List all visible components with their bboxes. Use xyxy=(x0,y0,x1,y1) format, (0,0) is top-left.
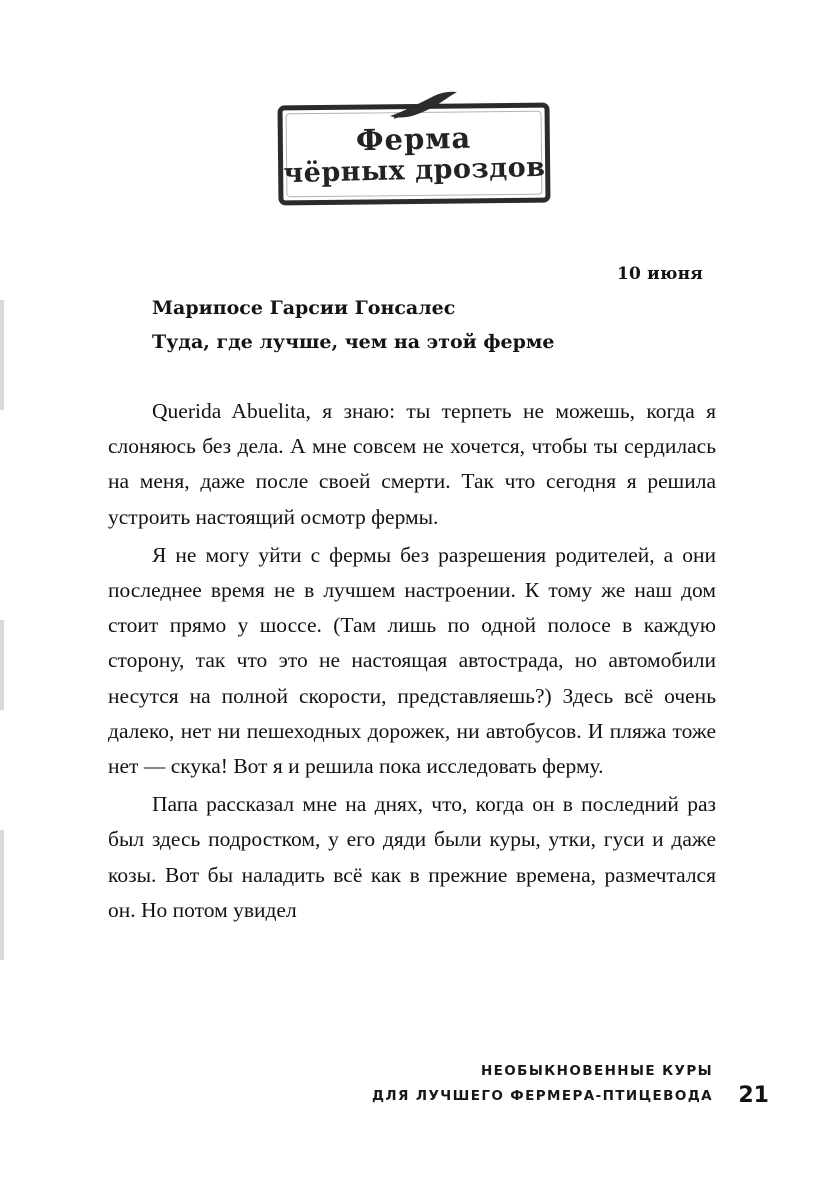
letter-destination: Туда, где лучше, чем на этой ферме xyxy=(152,331,555,353)
page-edge-mark xyxy=(0,830,4,960)
page-edge-mark xyxy=(0,620,4,710)
page-edge-mark xyxy=(0,300,4,410)
paragraph: Папа рассказал мне на днях, что, когда он в последний раз был здесь подростком, у его дяди были куры, утки, гуси и даже козы. Вот бы наладить всё как в прежние времена, размечтался он. Но потом увидел xyxy=(108,792,716,922)
paragraph: Querida Abuelita, я знаю: ты терпеть не можешь, когда я слоняюсь без дела. А мне совсем не хочется, чтобы ты сердилась на меня, даже после своей смерти. Так что сегодня я решила устроить настоящий осмотр фермы. xyxy=(108,399,716,529)
stamp-title-line-2: чёрных дроздов xyxy=(282,151,546,189)
page-number: 21 xyxy=(738,1083,769,1108)
letter-body xyxy=(108,394,716,931)
footer-title-line-1: НЕОБЫКНОВЕННЫЕ КУРЫ xyxy=(480,1063,713,1079)
stamp-title-line-1: Ферма xyxy=(355,120,472,157)
footer-title-line-2: ДЛЯ ЛУЧШЕГО ФЕРМЕРА-ПТИЦЕВОДА xyxy=(371,1088,713,1104)
letter-addressee: Марипосе Гарсии Гонсалес xyxy=(152,297,456,319)
page-footer xyxy=(0,1059,827,1119)
chapter-stamp xyxy=(0,104,827,204)
paragraph: Я не могу уйти с фермы без разрешения родителей, а они последнее время не в лучшем настроении. К тому же наш дом стоит прямо у шоссе. (Там лишь по одной полосе в каждую сторону, так что это не настоящая автострада, но автомобили несутся на полной скорости, представляешь?) Здесь всё очень далеко, нет ни пешеходных дорожек, ни автобусов. И пляжа тоже нет — скука! Вот я и решила пока исследовать ферму. xyxy=(108,542,716,779)
letter-date: 10 июня xyxy=(616,264,703,284)
